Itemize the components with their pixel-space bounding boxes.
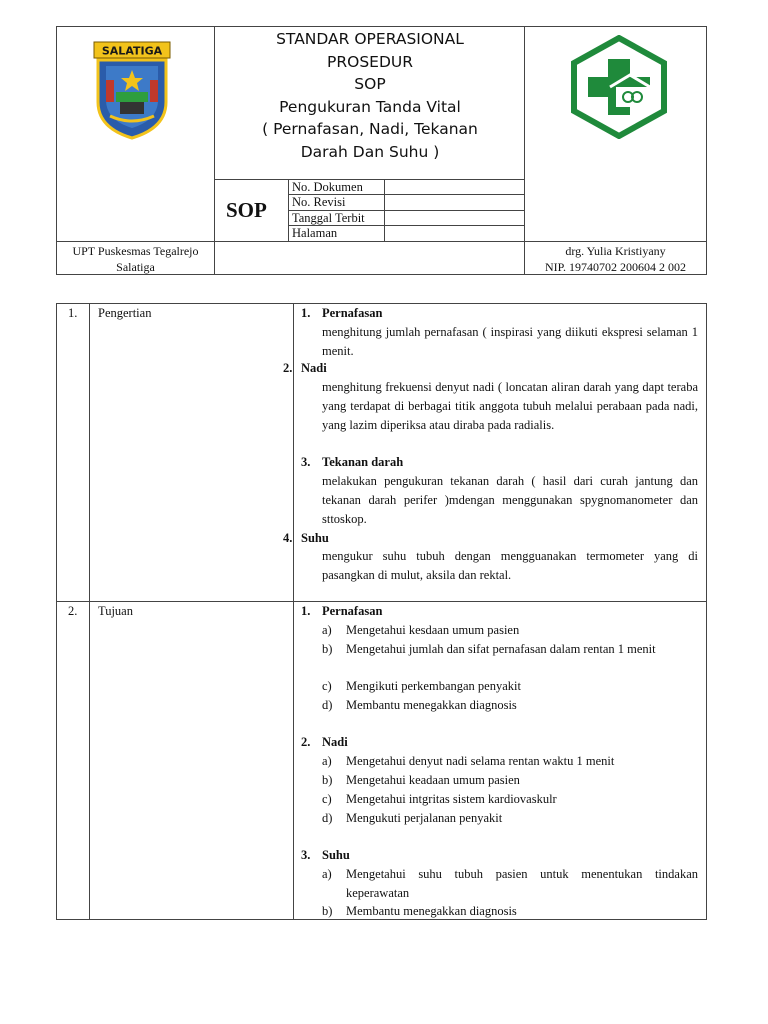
section-2-label: Tujuan xyxy=(98,604,133,618)
goal-3-number: 3. xyxy=(301,848,311,862)
goal-3-point-b xyxy=(322,902,698,921)
def-4-text: mengukur suhu tubuh dengan mengguanakan termometer yang di pasangkan di mulut, aksila dan rektal. xyxy=(322,549,698,582)
title-line-6: Darah Dan Suhu ) xyxy=(300,142,440,161)
title-line-4: Pengukuran Tanda Vital xyxy=(279,97,461,116)
def-3-number: 3. xyxy=(301,455,311,469)
def-3-title: Tekanan darah xyxy=(322,455,404,469)
goal-2-point-d xyxy=(322,809,698,828)
point-marker: b) xyxy=(322,904,333,918)
point-marker: c) xyxy=(322,679,332,693)
signer-name: drg. Yulia Kristiyany xyxy=(565,244,666,258)
def-2-text: menghitung frekuensi denyut nadi ( loncatan aliran darah yang dapt teraba yang terdapat di berbagai titik anggota tubuh melalui perabaan pada nadi, yang lazim diperiksa atau diraba pada radialis. xyxy=(322,380,698,432)
point-marker: d) xyxy=(322,698,333,712)
title-line-1: STANDAR OPERASIONAL xyxy=(276,30,464,48)
point-marker: c) xyxy=(322,792,332,806)
org-line-1: UPT Puskesmas Tegalrejo xyxy=(72,244,199,258)
point-marker: a) xyxy=(322,623,332,637)
doc-field-number: No. Dokumen xyxy=(292,180,363,194)
def-3-text: melakukan pengukuran tekanan darah ( hasil dari curah jantung dan tekanan darah perifer )mdengan menggunakan spygnomanometer dan sttoskop. xyxy=(322,474,698,526)
organization-name xyxy=(57,243,214,275)
puskesmas-logo xyxy=(570,35,668,139)
def-1-number: 1. xyxy=(301,306,311,320)
point-text: Mengukuti perjalanan penyakit xyxy=(346,811,503,825)
def-2-title: Nadi xyxy=(301,361,327,375)
section-1-label: Pengertian xyxy=(98,306,152,320)
point-text: Membantu menegakkan diagnosis xyxy=(346,904,517,918)
point-text: Mengetahui suhu tubuh pasien untuk menentukan tindakan keperawatan xyxy=(346,867,698,900)
def-4-number: 4. xyxy=(283,531,293,545)
goal-1-point-d xyxy=(322,696,698,715)
signer-block xyxy=(525,243,706,275)
crest-label: SALATIGA xyxy=(101,44,163,58)
point-marker: a) xyxy=(322,754,332,768)
point-text: Mengetahui keadaan umum pasien xyxy=(346,773,520,787)
goal-1-point-b xyxy=(322,640,698,659)
goal-2-title: Nadi xyxy=(322,735,348,749)
point-marker: b) xyxy=(322,642,333,656)
goal-2-number: 2. xyxy=(301,735,311,749)
sop-label: SOP xyxy=(226,198,267,222)
def-1-title: Pernafasan xyxy=(322,306,383,320)
title-line-5: ( Pernafasan, Nadi, Tekanan xyxy=(262,120,478,138)
point-marker: a) xyxy=(322,867,332,881)
goal-2-point-b xyxy=(322,771,698,790)
goal-1-number: 1. xyxy=(301,604,311,618)
goal-3-point-a xyxy=(322,865,698,903)
goal-1-title: Pernafasan xyxy=(322,604,383,618)
point-text: Mengetahui denyut nadi selama rentan waktu 1 menit xyxy=(346,754,615,768)
goal-1-point-a xyxy=(322,621,698,640)
org-line-2: Salatiga xyxy=(116,260,155,274)
goal-3-title: Suhu xyxy=(322,848,350,862)
point-text: Mengetahui intgritas sistem kardiovaskulr xyxy=(346,792,557,806)
section-2-number: 2. xyxy=(68,604,78,618)
def-4-title: Suhu xyxy=(301,531,329,545)
point-text: Membantu menegakkan diagnosis xyxy=(346,698,517,712)
title-line-2: PROSEDUR xyxy=(327,52,413,71)
def-1-text: menghitung jumlah pernafasan ( inspirasi yang diikuti ekspresi selaman 1 menit. xyxy=(322,325,698,358)
point-text: Mengikuti perkembangan penyakit xyxy=(346,679,521,693)
doc-field-issue-date: Tanggal Terbit xyxy=(292,211,365,225)
point-marker: b) xyxy=(322,773,333,787)
title-line-3: SOP xyxy=(354,75,386,93)
signer-nip: NIP. 19740702 200604 2 002 xyxy=(544,260,686,274)
def-2-number: 2. xyxy=(283,361,293,375)
goal-2-point-a xyxy=(322,752,698,771)
point-text: Mengetahui jumlah dan sifat pernafasan dalam rentan 1 menit xyxy=(346,642,656,656)
salatiga-crest-logo xyxy=(92,40,172,140)
point-text: Mengetahui kesdaan umum pasien xyxy=(346,623,520,637)
section-1-number: 1. xyxy=(68,306,78,320)
document-title xyxy=(215,28,525,163)
goal-2-point-c xyxy=(322,790,698,809)
goal-1-point-c xyxy=(322,677,698,696)
doc-field-page: Halaman xyxy=(292,226,338,240)
doc-field-revision: No. Revisi xyxy=(292,195,346,209)
point-marker: d) xyxy=(322,811,333,825)
